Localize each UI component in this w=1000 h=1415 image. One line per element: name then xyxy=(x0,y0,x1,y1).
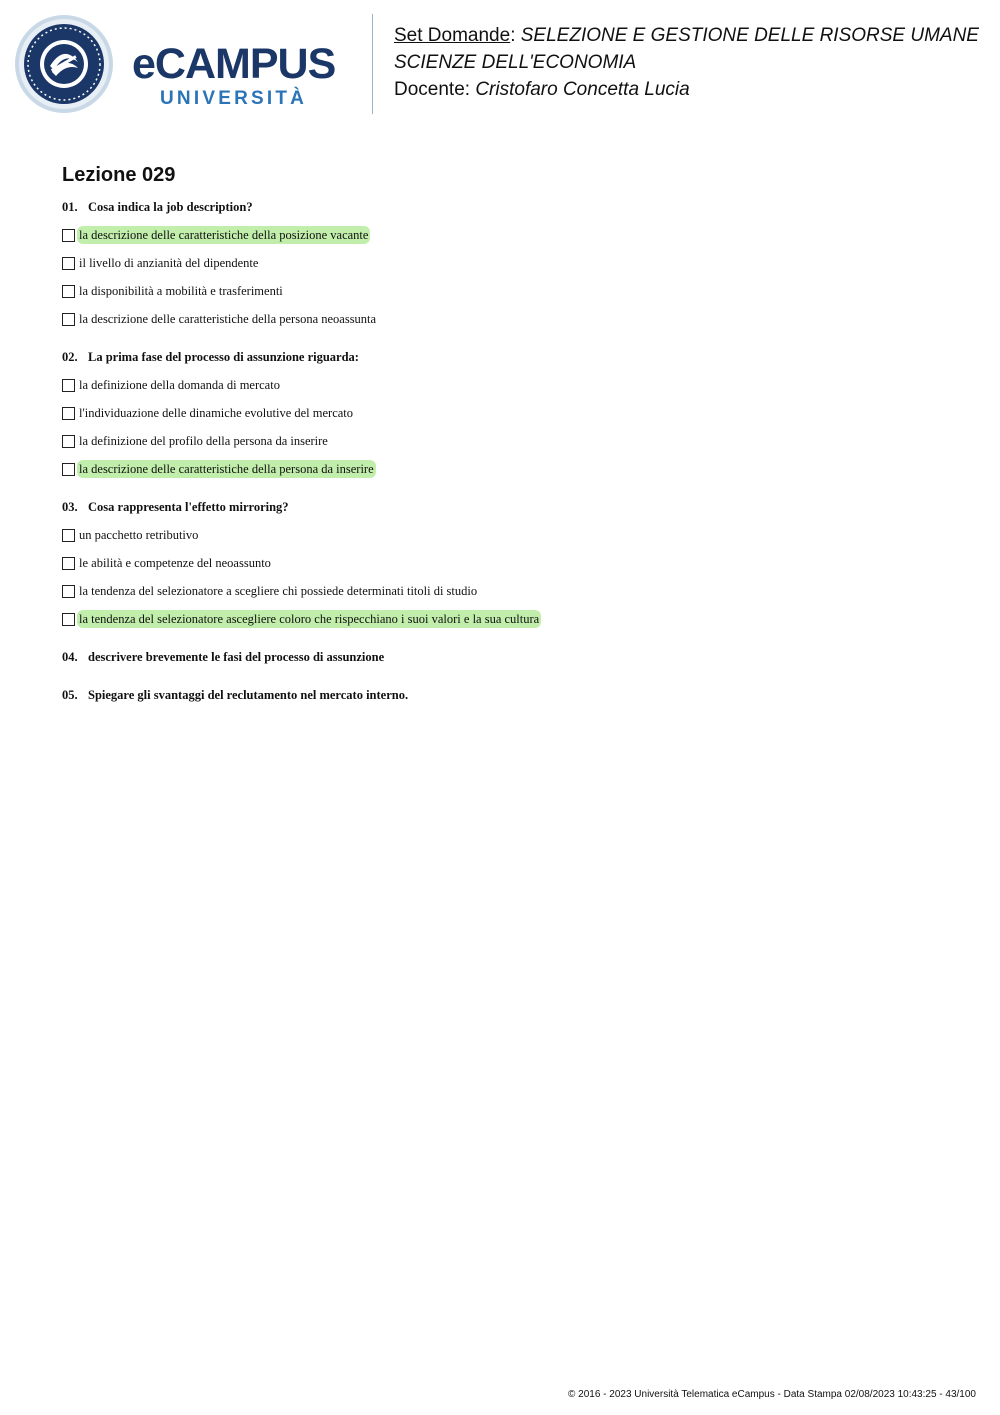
answer-text: la tendenza del selezionatore a scegliere chi possiede determinati titoli di studio xyxy=(79,584,478,598)
answer-text-correct: la tendenza del selezionatore ascegliere coloro che rispecchiano i suoi valori e la sua cultura xyxy=(79,612,540,626)
answer-option[interactable] xyxy=(62,549,962,577)
question-number: 04. xyxy=(62,650,78,664)
answer-checkbox[interactable] xyxy=(62,407,75,420)
answer-checkbox[interactable] xyxy=(62,585,75,598)
set-separator: : xyxy=(510,25,516,46)
answer-option[interactable] xyxy=(62,605,962,633)
question-text xyxy=(62,495,962,521)
question-label: Cosa rappresenta l'effetto mirroring? xyxy=(88,500,289,514)
question-label: descrivere brevemente le fasi del processo di assunzione xyxy=(88,650,385,664)
answer-text: il livello di anzianità del dipendente xyxy=(79,256,259,270)
ecampus-wordmark xyxy=(132,40,356,112)
answer-checkbox[interactable] xyxy=(62,557,75,570)
answer-option[interactable] xyxy=(62,427,962,455)
answer-checkbox[interactable] xyxy=(62,257,75,270)
faculty-name: SCIENZE DELL'ECONOMIA xyxy=(394,52,637,73)
answer-option[interactable] xyxy=(62,521,962,549)
answer-option[interactable] xyxy=(62,221,962,249)
answer-option[interactable] xyxy=(62,577,962,605)
answer-text: le abilità e competenze del neoassunto xyxy=(79,556,271,570)
answer-option[interactable] xyxy=(62,399,962,427)
page-footer: © 2016 - 2023 Università Telematica eCampus - Data Stampa 02/08/2023 10:43:25 - 43/100 xyxy=(568,1389,976,1400)
answer-option[interactable] xyxy=(62,249,962,277)
answer-checkbox[interactable] xyxy=(62,285,75,298)
question-number: 01. xyxy=(62,200,78,214)
teacher-label: Docente: xyxy=(394,79,471,100)
answer-checkbox[interactable] xyxy=(62,529,75,542)
set-label: Set Domande xyxy=(394,25,511,46)
question-3 xyxy=(62,495,962,633)
brand-name: eCAMPUS xyxy=(132,40,336,88)
page-header xyxy=(0,0,1000,130)
answer-text-correct: la descrizione delle caratteristiche della persona da inserire xyxy=(79,462,374,476)
answer-text: la descrizione delle caratteristiche della persona neoassunta xyxy=(79,312,377,326)
question-number: 05. xyxy=(62,688,78,702)
question-label: Cosa indica la job description? xyxy=(88,200,253,214)
question-label: Spiegare gli svantaggi del reclutamento nel mercato interno. xyxy=(88,688,409,702)
header-divider xyxy=(372,14,373,114)
question-4 xyxy=(62,645,962,671)
answer-text: l'individuazione delle dinamiche evolutive del mercato xyxy=(79,406,354,420)
answer-checkbox[interactable] xyxy=(62,229,75,242)
question-number: 02. xyxy=(62,350,78,364)
question-1 xyxy=(62,195,962,333)
teacher-name: Cristofaro Concetta Lucia xyxy=(475,79,690,100)
answer-text-correct: la descrizione delle caratteristiche della posizione vacante xyxy=(79,228,369,242)
course-info xyxy=(394,22,994,103)
lesson-title: Lezione 029 xyxy=(62,164,176,186)
brand-subtitle: UNIVERSITÀ xyxy=(160,88,308,109)
answer-option[interactable] xyxy=(62,455,962,483)
answer-text: la disponibilità a mobilità e trasferimenti xyxy=(79,284,283,298)
question-2 xyxy=(62,345,962,483)
question-number: 03. xyxy=(62,500,78,514)
course-name: SELEZIONE E GESTIONE DELLE RISORSE UMANE xyxy=(520,25,979,46)
answer-checkbox[interactable] xyxy=(62,435,75,448)
question-text xyxy=(62,345,962,371)
answer-option[interactable] xyxy=(62,277,962,305)
question-list xyxy=(62,195,962,709)
question-5 xyxy=(62,683,962,709)
answer-text: la definizione del profilo della persona da inserire xyxy=(79,434,328,448)
lesson-content xyxy=(62,162,962,721)
ecampus-seal-logo xyxy=(14,14,114,114)
answer-text: un pacchetto retributivo xyxy=(79,528,199,542)
faculty-line xyxy=(394,49,994,76)
answer-option[interactable] xyxy=(62,371,962,399)
question-text xyxy=(62,683,962,709)
question-text xyxy=(62,195,962,221)
answer-checkbox[interactable] xyxy=(62,463,75,476)
question-text xyxy=(62,645,962,671)
answer-checkbox[interactable] xyxy=(62,613,75,626)
set-line xyxy=(394,22,994,49)
answer-checkbox[interactable] xyxy=(62,313,75,326)
answer-text: la definizione della domanda di mercato xyxy=(79,378,280,392)
answer-checkbox[interactable] xyxy=(62,379,75,392)
teacher-line xyxy=(394,76,994,103)
answer-option[interactable] xyxy=(62,305,962,333)
question-label: La prima fase del processo di assunzione riguarda: xyxy=(88,350,359,364)
